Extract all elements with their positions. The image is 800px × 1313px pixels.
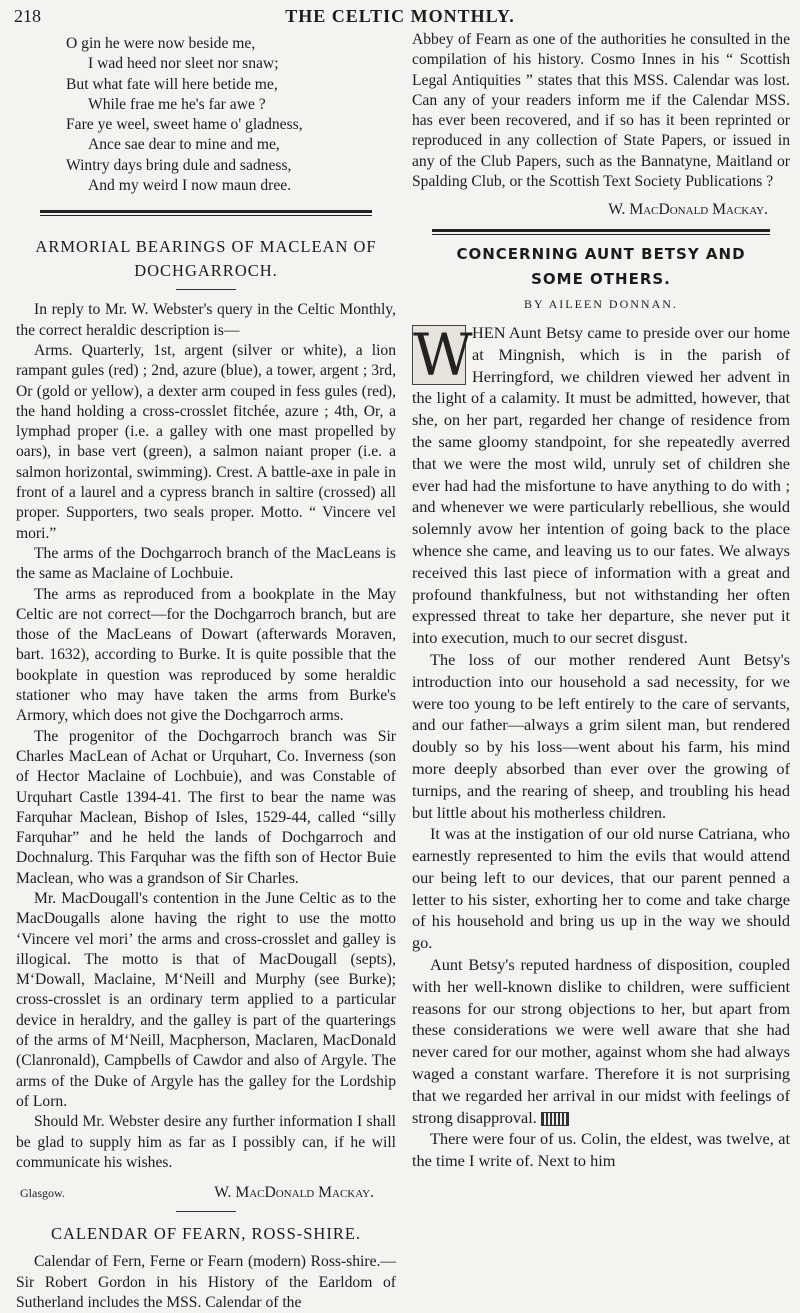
paragraph: Mr. MacDougall's contention in the June Celtic as to the MacDougalls alone having the right to use the motto ‘Vincere vel mori’ the arms and cross-crosslet and galley is illogical. The motto is that of MacDougall (septs), M‘Dowall, Maclaine, M‘Neill and Murphy (see Burke); cross-crosslet is an ordinary term applied to a particular device in heraldry, and the galley is part of the quarterings of the arms of M‘Neill, Macpherson, Maclaren, MacDonald (Clanronald), Campbells of Cawdor and also of Argyle. The arms of the Duke of Argyle has the galley for the Lordship of Lorn. xyxy=(16,889,396,1110)
poem-line: O gin he were now beside me, xyxy=(66,35,256,52)
page-number: 218 xyxy=(14,6,41,26)
drop-cap-illustration: W xyxy=(413,320,473,389)
right-column xyxy=(412,30,790,1172)
left-column xyxy=(16,34,396,1313)
armorial-title-line1: ARMORIAL BEARINGS OF MACLEAN OF xyxy=(35,237,377,257)
paragraph: It was at the instigation of our old nurse Catriana, who earnestly represented to him the evils that would attend our being left to our devices, that our parent penned a letter to his sister, exhorting her to come and take charge of his household and bring us up in the way we should go. xyxy=(412,824,790,953)
story-title xyxy=(412,242,790,292)
paragraph: HEN Aunt Betsy came to preside over our home at Mingnish, which is in the parish of Herringford, we children viewed her advent in the light of a calamity. It must be admitted, however, that she, on her part, regarded her change of residence from the same gloomy standpoint, for she repeatedly averred that we were the most wild, unruly set of children she ever had had the misfortune to have anything to do with ; and whenever we were particularly rebellious, she would solemnly avow her intention of going back to the place whence she came, and leaving us to our fates. We always received this last piece of information with a great and profound thankfulness, but not withstanding her often expressed threat to take her departure, she never put it into execution, much to our secret disgust. xyxy=(412,322,790,648)
short-rule xyxy=(176,1211,236,1212)
paragraph: Should Mr. Webster desire any further information I shall be glad to supply him as far as I possibly can, if he will communicate his wishes. xyxy=(16,1113,396,1171)
armorial-title-line2: DOCHGARROCH. xyxy=(134,261,278,281)
paragraph: The progenitor of the Dochgarroch branch was Sir Charles MacLean of Achat or Urquhart, Co. Inverness (son of Hector Maclaine of Lochbuie), and was Constable of Urquhart Castle 1394-41. The first to bear the name was Farquhar Maclean, Bishop of Isles, 1529-44, called “silly Farquhar” and he held the lands of Dochgarroch and Dochnalurg. This Farquhar was the fifth son of Hector Buie Maclean, who was a grandson of Sir Charles. xyxy=(16,727,396,887)
paragraph: In reply to Mr. W. Webster's query in the Celtic Monthly, the correct heraldic description is— xyxy=(16,301,396,339)
fearn-title: CALENDAR OF FEARN, ROSS-SHIRE. xyxy=(50,1224,362,1244)
poem xyxy=(16,34,396,196)
poem-line: Ance sae dear to mine and me, xyxy=(88,136,280,154)
armorial-title xyxy=(16,235,396,283)
paragraph: Arms. Quarterly, 1st, argent (silver or white), a lion rampant gules (red) ; 2nd, azure (blue), a tower, argent ; 3rd, Or (gold or yellow), a dexter arm couped in fess gules (red), the hand holding a cross-crosslet fitchée, azure ; 4th, Or, a lymphad proper (i.e. a galley with one mast propelled by oars), in base vert (green), a salmon naiant proper (i.e. a salmon horizontal, swimming). Crest. A battle-axe in pale in front of a laurel and a cypress branch in saltire (crossed) all proper. Supporters, two seals proper. Motto. “ Vincere vel mori.” xyxy=(16,341,396,542)
paragraph: The loss of our mother rendered Aunt Betsy's introduction into our household a sad necessity, for we were too young to be left entirely to the care of servants, and our father—always a grim silent man, but rendered doubly so by his loss—went about his farm, his mind more deeply absorbed than ever over the growing of turnips, and the rearing of sheep, and troubling his head but little about his motherless children. xyxy=(412,649,790,822)
story-body xyxy=(412,322,790,1172)
poem-line: Wintry days bring dule and sadness, xyxy=(66,156,292,174)
paragraph: Abbey of Fearn as one of the authorities he consulted in the compilation of his history. Cosmo Innes in his “ Scottish Legal Antiquities ” states that this MSS. Calendar was lost. Can any of your readers inform me if the Calendar MSS. has ever been recovered, and if so has it been reprinted or reproduced in any collection of State Papers, or issued in any of the Club Papers, such as the Bannatyne, Maitland or Spalding Club, or the Scottish Text Society Publications ? xyxy=(412,31,790,191)
place: Glasgow. xyxy=(20,1186,65,1201)
poem-line: While frae me he's far awe ? xyxy=(88,95,266,113)
paragraph: The arms as reproduced from a bookplate in the May Celtic are not correct—for the Dochgarroch branch, but are those of the MacLeans of Dowart (afterwards Moraven, bart. 1632), according to Burke. It is quite possible that the bookplate in question was reproduced by some heraldic stationer who may have taken the arms from Burke's Armory, which does not give the Dochgarroch arms. xyxy=(16,585,396,725)
running-header xyxy=(14,6,786,30)
running-title: THE CELTIC MONTHLY. xyxy=(285,6,515,26)
byline: BY AILEEN DONNAN. xyxy=(524,296,678,311)
armorial-body xyxy=(16,300,396,1173)
ornament-icon xyxy=(541,1112,569,1126)
paragraph: There were four of us. Colin, the eldest, was twelve, at the time I write of. Next to him xyxy=(412,1129,790,1171)
paragraph: The arms of the Dochgarroch branch of the MacLeans is the same as Maclaine of Lochbuie. xyxy=(16,544,396,583)
story-title-line1: CONCERNING AUNT BETSY AND xyxy=(456,244,746,263)
paragraph-text: Aunt Betsy's reputed hardness of disposition, coupled with her well-known dislike to children, were sufficient reasons for our strong objections to her, but apart from these considerations we were well aware that she had never cared for our mother, against whom she had always waged a constant warfare. Therefore it is not surprising that we regarded her arrival in our midst with feelings of strong disapproval. xyxy=(412,955,790,1127)
armorial-signature-row xyxy=(16,1183,396,1203)
poem-line: And my weird I now maun dree. xyxy=(88,177,292,195)
poem-line: Fare ye weel, sweet hame o' gladness, xyxy=(66,116,303,134)
signature: W. MacDonald Mackay. xyxy=(214,1184,374,1202)
short-rule xyxy=(176,289,236,290)
story-title-line2: SOME OTHERS. xyxy=(531,269,671,288)
poem-line: I wad heed nor sleet nor snaw; xyxy=(88,55,279,73)
poem-line: But what fate will here betide me, xyxy=(66,75,278,93)
signature: W. MacDonald Mackay. xyxy=(608,201,768,219)
section-divider xyxy=(40,210,372,213)
paragraph xyxy=(412,954,790,1128)
section-divider xyxy=(432,229,770,232)
paragraph: Calendar of Fern, Ferne or Fearn (modern) Ross-shire.—Sir Robert Gordon in his History of the Earldom of Sutherland includes the MSS. Calendar of the xyxy=(16,1253,396,1312)
